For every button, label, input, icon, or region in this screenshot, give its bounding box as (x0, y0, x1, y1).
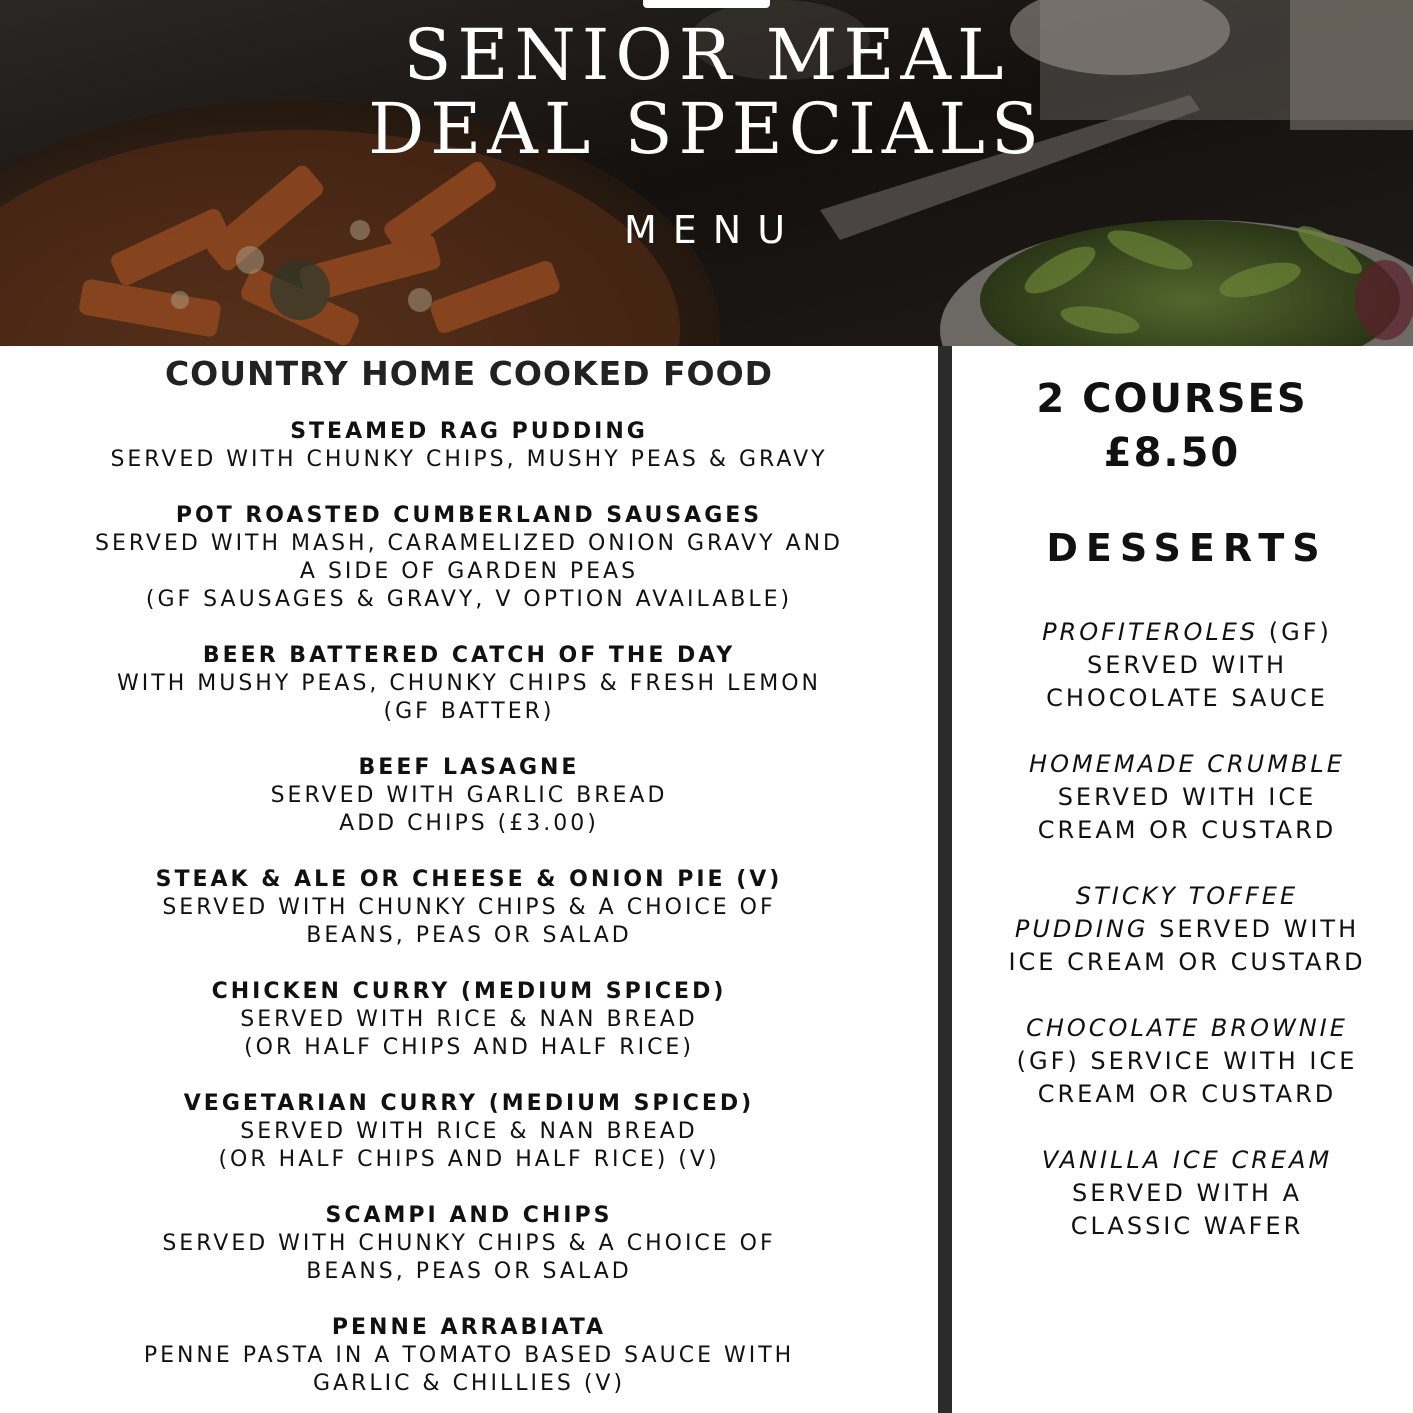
menu-item (0, 1202, 938, 1286)
menu-item-description: SERVED WITH CHUNKY CHIPS & A CHOICE OF BEANS, PEAS OR SALAD (162, 1231, 776, 1284)
menu-title-line-1: SENIOR MEAL (403, 14, 1010, 96)
dessert-item (952, 748, 1413, 847)
dessert-name: PROFITEROLES (1042, 618, 1259, 646)
deal-column (952, 346, 1413, 1413)
hero-top-tab (643, 0, 770, 8)
menu-item-name: STEAMED RAG PUDDING (290, 419, 648, 444)
deal-courses: 2 COURSES (1036, 376, 1308, 422)
menu-subtitle: MENU (623, 208, 802, 252)
menu-item (0, 642, 938, 726)
menu-item-name: CHICKEN CURRY (MEDIUM SPICED) (211, 979, 727, 1004)
menu-item (0, 978, 938, 1062)
dessert-description: (GF) SERVED WITH CHOCOLATE SAUCE (1046, 618, 1332, 712)
menu-title-line-2: DEAL SPECIALS (368, 88, 1045, 170)
menu-item-name: SCAMPI AND CHIPS (325, 1203, 613, 1228)
dessert-name: STICKY TOFFEE PUDDING (1014, 882, 1299, 943)
main-menu-column (0, 346, 938, 1413)
dessert-item (952, 1012, 1413, 1111)
dessert-item (952, 1144, 1413, 1243)
menu-item-name: BEER BATTERED CATCH OF THE DAY (202, 643, 736, 668)
menu-item-description: SERVED WITH CHUNKY CHIPS & A CHOICE OF BEANS, PEAS OR SALAD (162, 895, 776, 948)
dessert-item (952, 880, 1413, 979)
main-menu-heading: COUNTRY HOME COOKED FOOD (164, 354, 774, 393)
deal-price-block (952, 372, 1392, 480)
column-divider (938, 346, 952, 1413)
hero-banner (0, 0, 1413, 346)
dessert-description: (GF) SERVICE WITH ICE CREAM OR CUSTARD (1016, 1047, 1358, 1108)
dessert-list (952, 616, 1413, 1276)
menu-item (0, 1314, 938, 1398)
menu-item (0, 1090, 938, 1174)
menu-item (0, 502, 938, 614)
menu-item-description: SERVED WITH CHUNKY CHIPS, MUSHY PEAS & GRAVY (110, 447, 828, 472)
menu-item-description: SERVED WITH RICE & NAN BREAD (OR HALF CHIPS AND HALF RICE) (240, 1007, 698, 1060)
menu-item (0, 418, 938, 474)
menu-item-description: SERVED WITH MASH, CARAMELIZED ONION GRAVY AND A SIDE OF GARDEN PEAS (GF SAUSAGES & GRAVY, V OPTION AVAILABLE) (94, 531, 843, 612)
main-menu-list (0, 418, 938, 1413)
dessert-name: VANILLA ICE CREAM (1041, 1146, 1333, 1174)
menu-item-name: PENNE ARRABIATA (331, 1315, 607, 1340)
deal-price: £8.50 (1103, 430, 1241, 476)
menu-item-description: PENNE PASTA IN A TOMATO BASED SAUCE WITH GARLIC & CHILLIES (V) (143, 1343, 795, 1396)
menu-item-name: VEGETARIAN CURRY (MEDIUM SPICED) (183, 1091, 755, 1116)
menu-item-name: BEEF LASAGNE (358, 755, 580, 780)
menu-title (0, 14, 1413, 170)
menu-item-name: POT ROASTED CUMBERLAND SAUSAGES (175, 503, 763, 528)
dessert-item (952, 616, 1413, 715)
menu-item-name: STEAK & ALE OR CHEESE & ONION PIE (V) (155, 867, 783, 892)
menu-item-description: WITH MUSHY PEAS, CHUNKY CHIPS & FRESH LEMON (GF BATTER) (117, 671, 821, 724)
menu-item (0, 866, 938, 950)
dessert-description: SERVED WITH ICE CREAM OR CUSTARD (1037, 783, 1337, 844)
desserts-heading: DESSERTS (1046, 526, 1328, 570)
menu-item (0, 754, 938, 838)
dessert-name: HOMEMADE CRUMBLE (1029, 750, 1345, 778)
menu-item-description: SERVED WITH GARLIC BREAD ADD CHIPS (£3.00) (270, 783, 668, 836)
menu-item-description: SERVED WITH RICE & NAN BREAD (OR HALF CHIPS AND HALF RICE) (V) (218, 1119, 720, 1172)
dessert-description: SERVED WITH ICE CREAM OR CUSTARD (1008, 915, 1366, 976)
dessert-description: SERVED WITH A CLASSIC WAFER (1070, 1179, 1304, 1240)
dessert-name: CHOCOLATE BROWNIE (1026, 1014, 1348, 1042)
